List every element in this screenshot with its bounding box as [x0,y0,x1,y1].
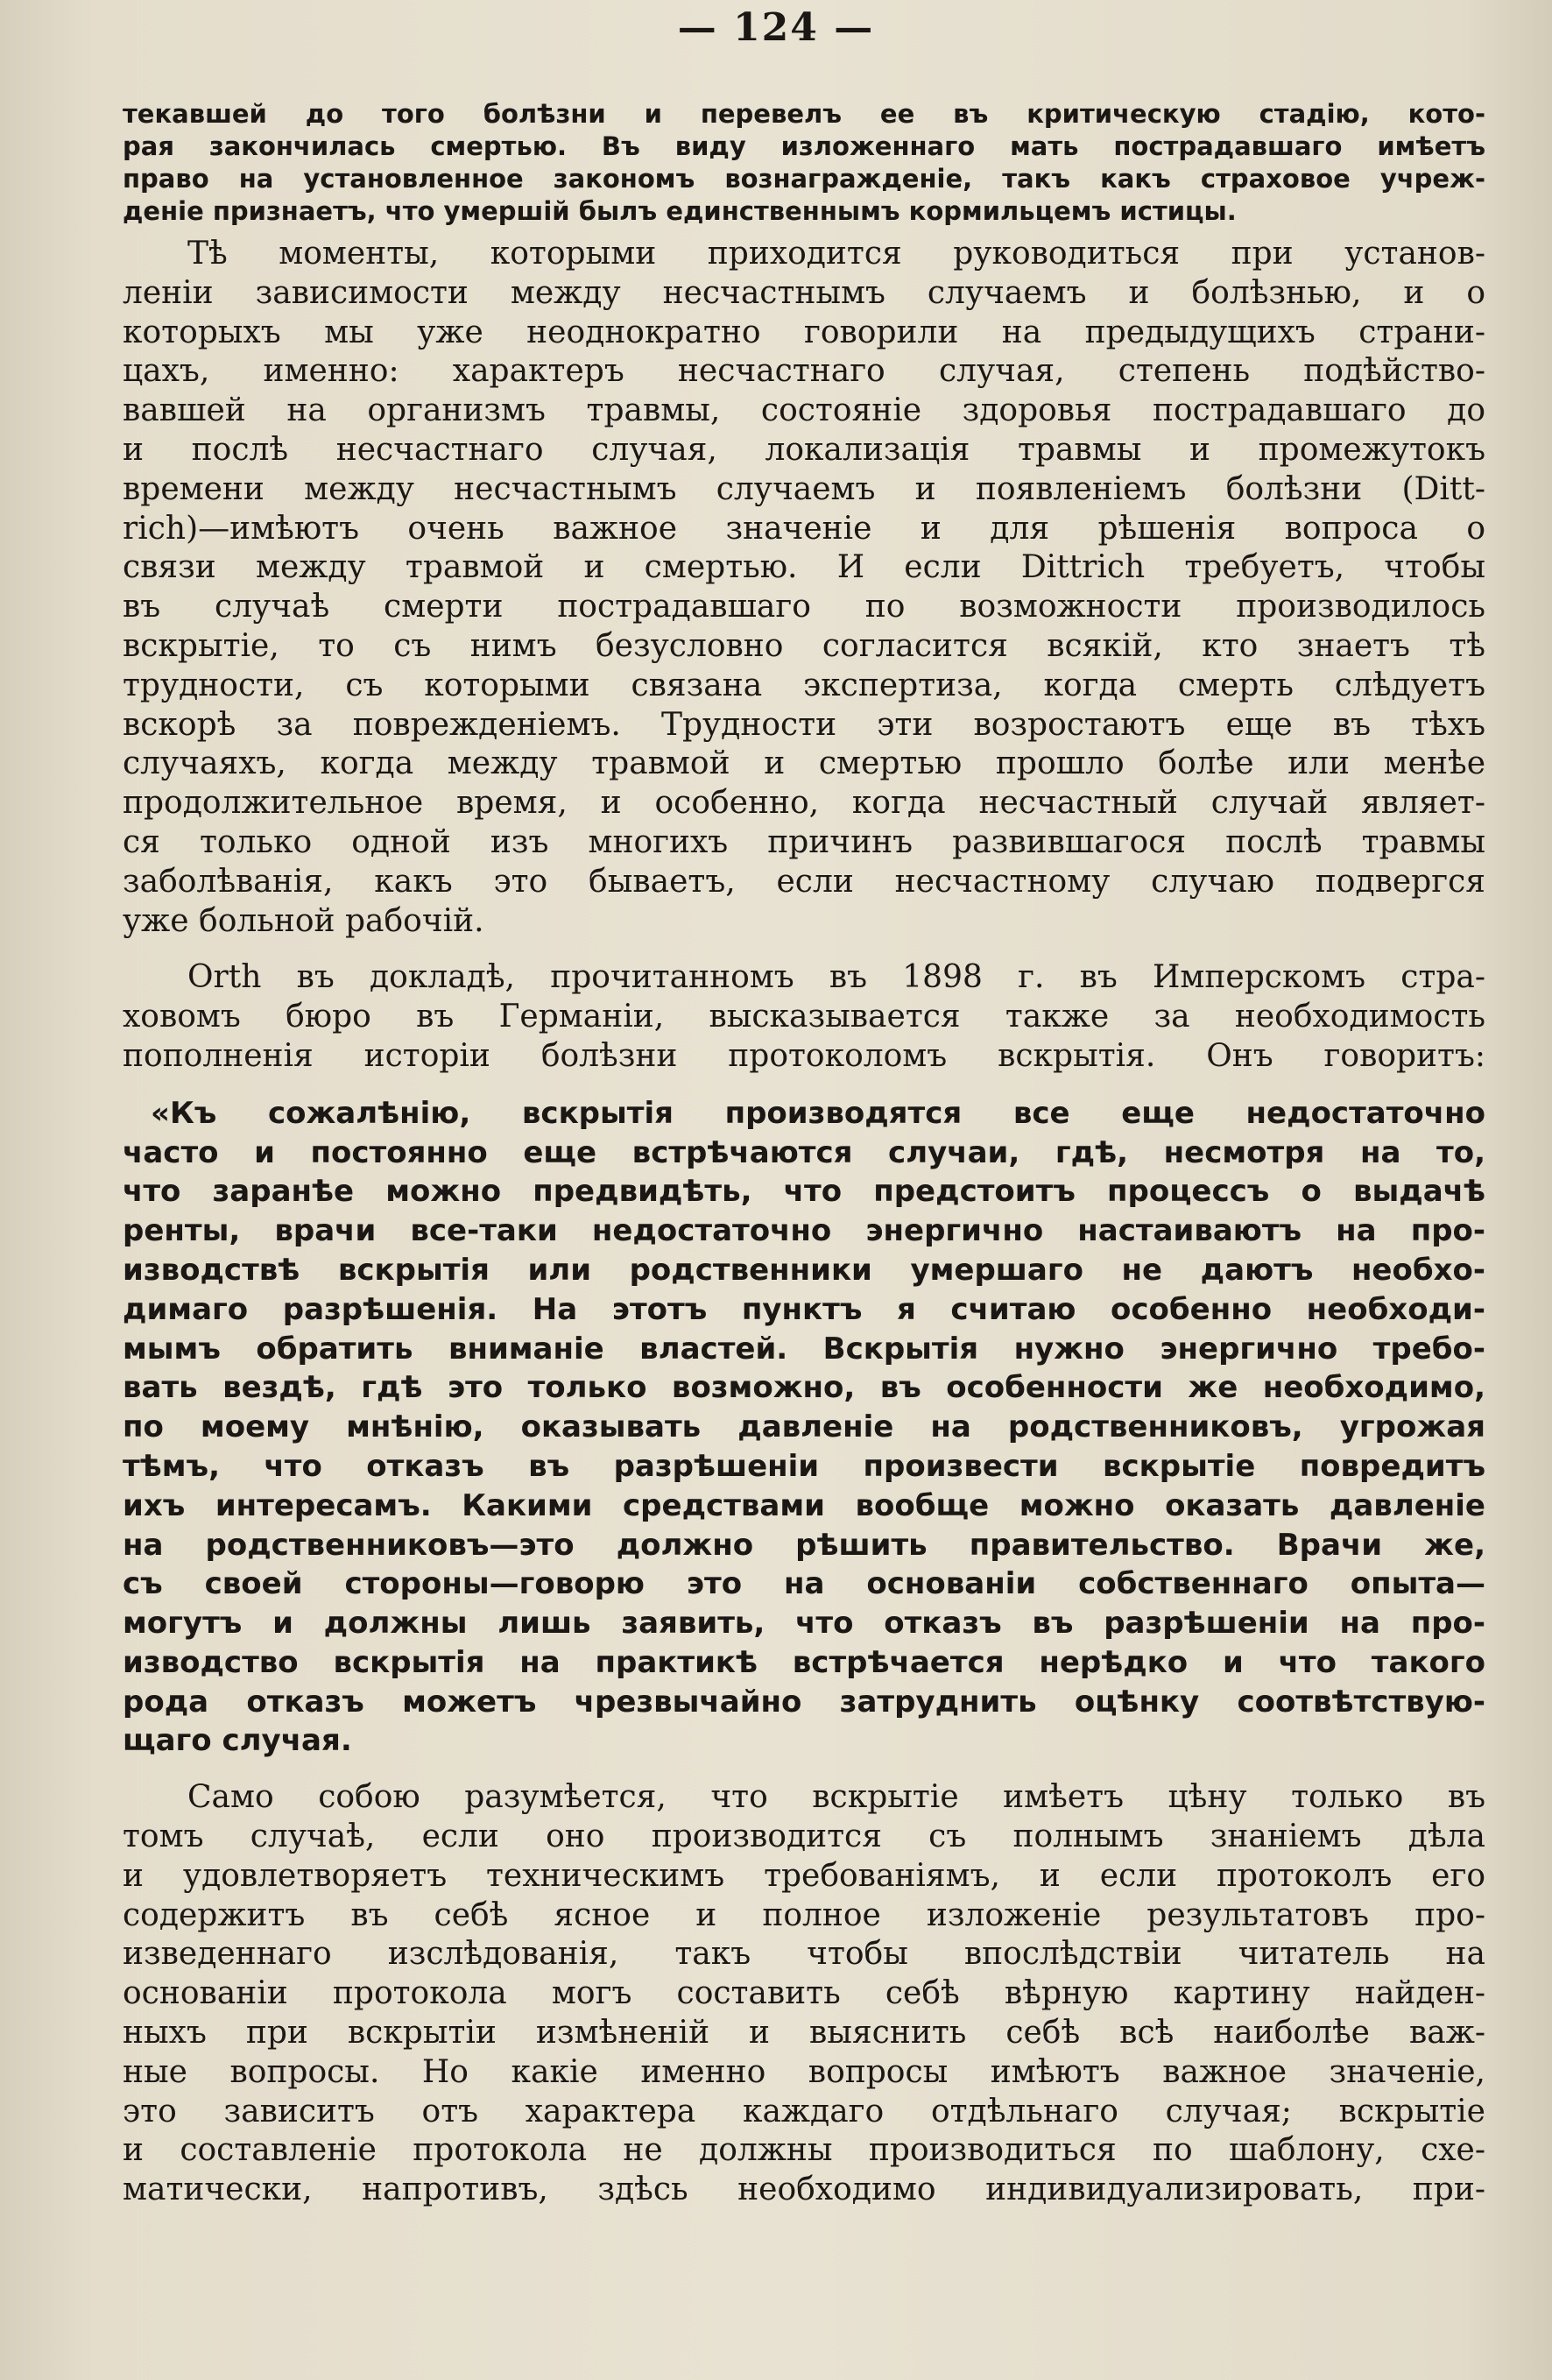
text-line: вскорѣ за поврежденіемъ. Трудности эти возростаютъ еще въ тѣхъ [123,706,1485,743]
text-line: на родственниковъ—это должно рѣшить правительство. Врачи же, [123,1527,1485,1563]
text-line: уже больной рабочій. [123,902,484,939]
text-line: заболѣванія, какъ это бываетъ, если несчастному случаю подвергся [123,863,1485,900]
page-number: — 124 — [677,5,875,50]
paragraph-autopsy [123,1778,1485,2210]
text-line: съ своей стороны—говорю это на основаніи собственнаго опыта— [123,1566,1485,1602]
text-line: связи между травмой и смертью. И если Dittrich требуетъ, чтобы [123,549,1485,586]
text-line: что заранѣе можно предвидѣть, что предстоитъ процессъ о выдачѣ [123,1174,1485,1210]
text-line: пополненія исторіи болѣзни протоколомъ вскрытія. Онъ говоритъ: [123,1037,1485,1074]
paragraph-orth [123,958,1485,1076]
text-line: ные вопросы. Но какіе именно вопросы имѣютъ важное значеніе, [123,2053,1485,2090]
text-line: вавшей на организмъ травмы, состояніе здоровья пострадавшаго до [123,392,1485,429]
text-line: деніе признаетъ, что умершій былъ единственнымъ кормильцемъ истицы. [123,196,1237,226]
text-line: цахъ, именно: характеръ несчастнаго случая, степень подѣйство- [123,353,1485,390]
text-line: изведеннаго изслѣдованія, такъ чтобы впослѣдствіи читатель на [123,1936,1485,1973]
text-line: продолжительное время, и особенно, когда несчастный случай являет- [123,785,1485,822]
text-line: томъ случаѣ, если оно производится съ полнымъ знаніемъ дѣла [123,1819,1485,1855]
text-line: леніи зависимости между несчастнымъ случаемъ и болѣзнью, и о [123,274,1485,311]
text-line: ся только одной изъ многихъ причинъ развившагося послѣ травмы [123,823,1485,860]
text-line: ныхъ при вскрытіи измѣненій и выяснить себѣ всѣ наиболѣе важ- [123,2015,1485,2052]
text-line: rich)—имѣютъ очень важное значеніе и для рѣшенія вопроса о [123,510,1485,547]
text-line: Само собою разумѣется, что вскрытіе имѣетъ цѣну только въ [187,1779,1485,1816]
text-line: щаго случая. [123,1723,352,1759]
text-line: которыхъ мы уже неоднократно говорили на предыдущихъ страни- [123,314,1485,350]
text-line: рая закончилась смертью. Въ виду изложеннаго мать пострадавшаго имѣетъ [123,131,1485,161]
text-line: «Къ сожалѣнію, вскрытія производятся все еще недостаточно [151,1095,1485,1131]
orth-quotation [123,1094,1485,1762]
text-line: димаго разрѣшенія. На этотъ пунктъ я считаю особенно необходи- [123,1291,1485,1327]
text-line: изводствѣ вскрытія или родственники умершаго не даютъ необхо- [123,1252,1485,1288]
text-line: вскрытіе, то съ нимъ безусловно согласится всякій, кто знаетъ тѣ [123,627,1485,664]
text-line: трудности, съ которыми связана экспертиза, когда смерть слѣдуетъ [123,667,1485,703]
text-line: въ случаѣ смерти пострадавшаго по возможности производилось [123,589,1485,625]
text-line: содержитъ въ себѣ ясное и полное изложеніе результатовъ про- [123,1896,1485,1933]
text-line: матически, напротивъ, здѣсь необходимо индивидуализировать, при- [123,2172,1485,2208]
text-line: ренты, врачи все-таки недостаточно энергично настаиваютъ на про- [123,1213,1485,1249]
text-line: времени между несчастнымъ случаемъ и появленіемъ болѣзни (Ditt- [123,470,1485,507]
text-line: право на установленное закономъ вознагражденіе, такъ какъ страховое учреж- [123,164,1485,194]
text-line: и послѣ несчастнаго случая, локализація травмы и промежутокъ [123,431,1485,468]
text-line: текавшей до того болѣзни и перевелъ ее въ критическую стадію, кото- [123,99,1485,129]
paragraph-dittrich [123,235,1485,941]
page-body [123,98,1485,2228]
text-line: и удовлетворяетъ техническимъ требованіямъ, и если протоколъ его [123,1857,1485,1894]
text-line: вать вездѣ, гдѣ это только возможно, въ особенности же необходимо, [123,1370,1485,1406]
text-line: ихъ интересамъ. Какими средствами вообще можно оказать давленіе [123,1487,1485,1523]
text-line: тѣмъ, что отказъ въ разрѣшеніи произвести вскрытіе повредитъ [123,1448,1485,1484]
text-line: ховомъ бюро въ Германіи, высказывается также за необходимость [123,999,1485,1035]
text-line: могутъ и должны лишь заявить, что отказъ въ разрѣшеніи на про- [123,1606,1485,1642]
text-line: основаніи протокола могъ составить себѣ вѣрную картину найден- [123,1975,1485,2012]
text-line: это зависитъ отъ характера каждаго отдѣльнаго случая; вскрытіе [123,2093,1485,2129]
text-line: Orth въ докладѣ, прочитанномъ въ 1898 г. въ Имперскомъ стра- [187,959,1485,996]
intro-paragraph [123,98,1485,228]
text-line: случаяхъ, когда между травмой и смертью прошло болѣе или менѣе [123,745,1485,782]
text-line: рода отказъ можетъ чрезвычайно затруднить оцѣнку соотвѣтствую- [123,1684,1485,1720]
text-line: мымъ обратить вниманіе властей. Вскрытія нужно энергично требо- [123,1331,1485,1367]
text-line: и составленіе протокола не должны производиться по шаблону, схе- [123,2132,1485,2169]
text-line: Тѣ моменты, которыми приходится руководиться при установ- [187,236,1485,272]
text-line: по моему мнѣнію, оказывать давленіе на родственниковъ, угрожая [123,1409,1485,1445]
text-line: изводство вскрытія на практикѣ встрѣчается нерѣдко и что такого [123,1644,1485,1680]
text-line: часто и постоянно еще встрѣчаются случаи, гдѣ, несмотря на то, [123,1134,1485,1170]
